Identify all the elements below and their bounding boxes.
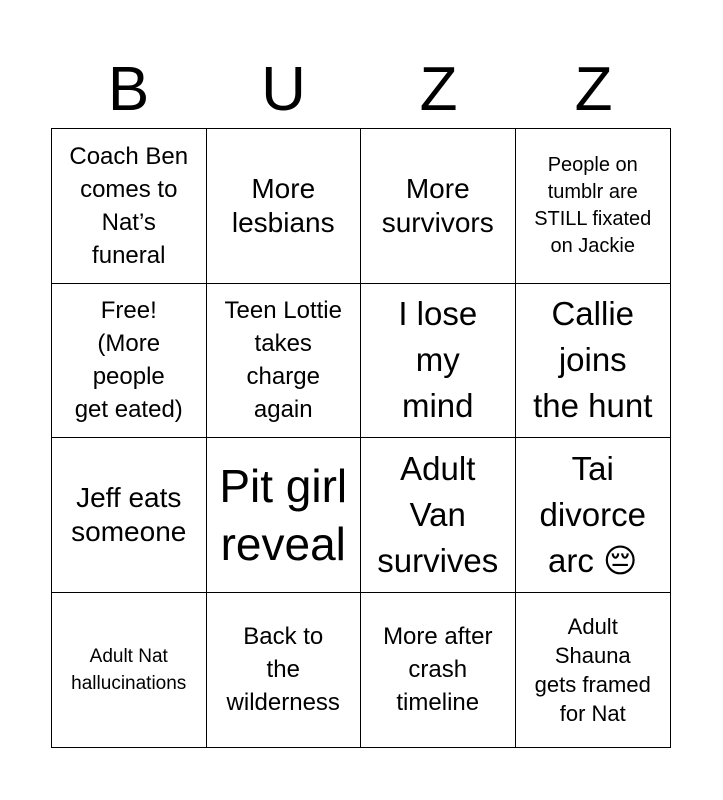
title-letter-u: U: [261, 55, 306, 124]
bingo-cell-r3c4[interactable]: [516, 438, 671, 593]
cell-text: Callie joins the hunt: [533, 295, 653, 425]
bingo-cell-r3c3[interactable]: [361, 438, 516, 593]
cell-text: I lose my mind: [398, 295, 478, 425]
bingo-cell-r1c3[interactable]: [361, 129, 516, 284]
bingo-cell-r2c2[interactable]: [207, 284, 362, 439]
cell-text: Adult Van survives: [377, 449, 499, 579]
cell-text: Back to the wilderness: [226, 623, 340, 717]
bingo-cell-r4c1[interactable]: [52, 593, 207, 748]
bingo-card-grid: [51, 128, 671, 748]
title-letter-b: B: [107, 55, 150, 124]
cell-text: People on tumblr are STILL fixated on Jackie: [534, 153, 652, 257]
bingo-cell-r3c2[interactable]: [207, 438, 362, 593]
bingo-cell-r4c3[interactable]: [361, 593, 516, 748]
bingo-cell-r4c2[interactable]: [207, 593, 362, 748]
bingo-cell-r1c4[interactable]: [516, 129, 671, 284]
title-letter-z: Z: [419, 55, 458, 124]
cell-text: Adult Shauna gets framed for Nat: [534, 613, 651, 726]
cell-text: More survivors: [381, 172, 494, 238]
bingo-cell-r4c4[interactable]: [516, 593, 671, 748]
cell-text: Pit girl reveal: [219, 459, 348, 570]
cell-text: Tai divorce arc 😔: [539, 449, 646, 579]
cell-text: Jeff eats someone: [71, 481, 187, 547]
bingo-cell-r2c1[interactable]: [52, 284, 207, 439]
bingo-cell-r1c2[interactable]: [207, 129, 362, 284]
bingo-cell-r2c3[interactable]: [361, 284, 516, 439]
bingo-cell-r3c1[interactable]: [52, 438, 207, 593]
bingo-title-row: [51, 52, 671, 128]
bingo-cell-r1c1[interactable]: [52, 129, 207, 284]
cell-text: Teen Lottie takes charge again: [224, 297, 342, 424]
cell-text: Adult Nat hallucinations: [71, 645, 187, 694]
cell-text: Free! (More people get eated): [74, 297, 183, 424]
title-letter-z-2: Z: [574, 55, 613, 124]
cell-text: More after crash timeline: [383, 623, 493, 717]
cell-text: More lesbians: [231, 172, 335, 238]
cell-text: Coach Ben comes to Nat’s funeral: [69, 142, 189, 269]
bingo-cell-r2c4[interactable]: [516, 284, 671, 439]
